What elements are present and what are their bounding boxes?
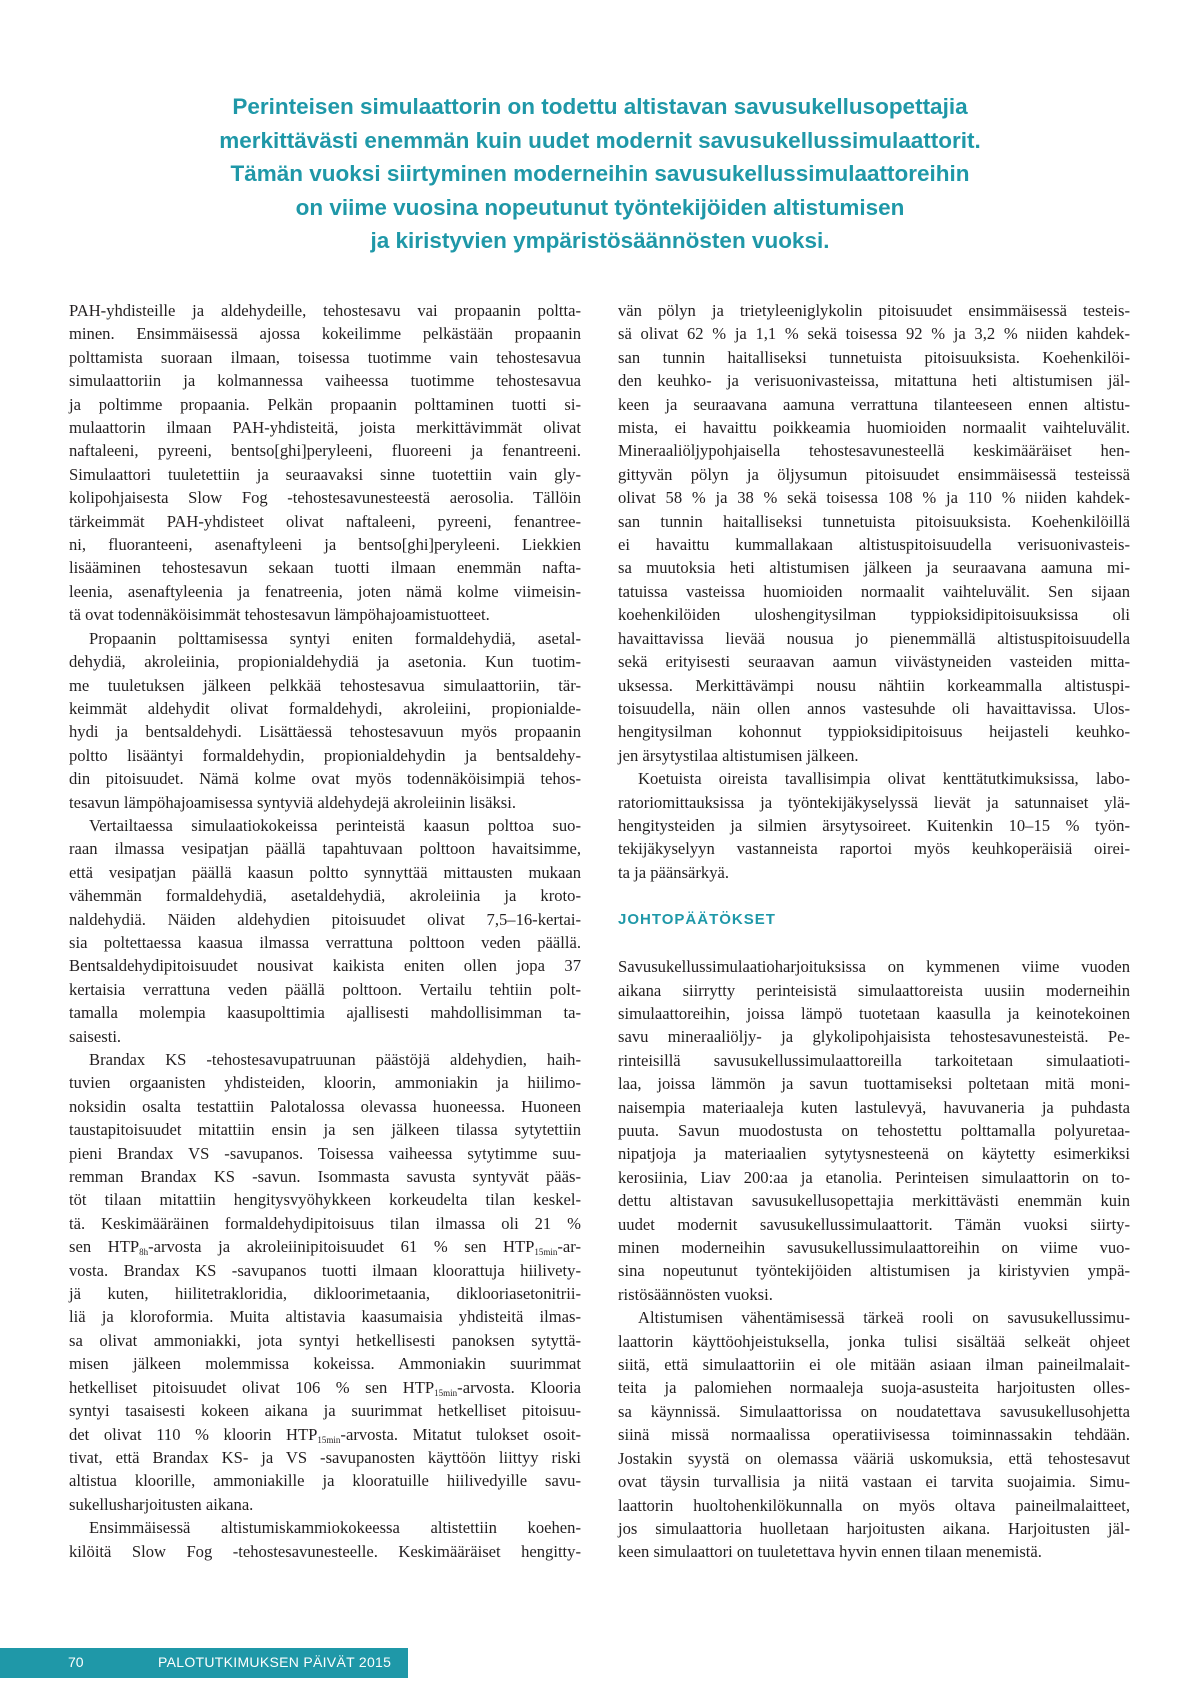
- text-line: Ensimmäisessä altistumiskammiokokeessa altistettiin koehen-: [89, 1518, 581, 1538]
- paragraph: [69, 627, 581, 814]
- text-line: den keuhko- ja verisuonivasteissa, mitattuna heti altistumisen jäl-: [618, 371, 1130, 391]
- text-line: liä ja kloroformia. Muita altistavia kaasumaisia yhdisteitä ilmas-: [69, 1307, 581, 1327]
- text-line: Koetuista oireista tavallisimpia olivat kenttätutkimuksissa, labo-: [638, 769, 1130, 789]
- text-line: laattorin huoltohenkilökunnalla on myös oltava paineilmalaitteet,: [618, 1495, 1130, 1515]
- text-line: vän pölyn ja trietyleeniglykolin pitoisuudet ensimmäisessä testeis-: [618, 301, 1130, 320]
- text-line: ni, fluoranteeni, asenaftyleeni ja bentso[ghi]peryleeni. Liekkien: [69, 535, 581, 555]
- text-line: sukellusharjoitusten aikana.: [69, 1494, 254, 1514]
- text-line: hydi ja bentsaldehydi. Lisättäessä tehostesavuun myös propaanin: [69, 722, 581, 742]
- text-line: altistua kloorille, ammoniakille ja klooratuille hiilivedyille savu-: [69, 1471, 581, 1491]
- text-line: sa käynnissä. Simulaattorissa on noudatettava savusukellusohjetta: [618, 1401, 1130, 1421]
- paragraph: [69, 299, 581, 627]
- text-line: Propaanin polttamisessa syntyi eniten formaldehydiä, asetal-: [89, 628, 581, 648]
- text-line: naftaleeni, pyreeni, bentso[ghi]peryleeni, fluoreeni ja fenantreeni.: [69, 441, 581, 461]
- pull-quote: [150, 90, 1050, 258]
- text-line: PAH-yhdisteille ja aldehydeille, tehostesavu vai propaanin poltta-: [69, 301, 581, 320]
- text-line: polttamista suoraan ilmaan, toisessa tuotimme vain tehostesavua: [69, 347, 581, 367]
- text-line: simulaattoriin ja kolmannessa vaiheessa tuotimme tehostesavua: [69, 371, 581, 391]
- pull-quote-line: on viime vuosina nopeutunut työntekijöiden altistumisen: [295, 194, 905, 220]
- pull-quote-line: Tämän vuoksi siirtyminen moderneihin savusukellussimulaattoreihin: [230, 161, 970, 186]
- text-line: kertaisia verrattuna veden päällä polttoon. Vertailu tehtiin polt-: [69, 979, 581, 999]
- text-line: jä kuten, hiilitetrakloridia, dikloorimetaania, diklooriasetonitrii-: [69, 1284, 581, 1304]
- left-column: [69, 299, 581, 1563]
- text-line: ristösäännösten vuoksi.: [618, 1284, 773, 1304]
- text-line: tekijäkyselyyn vastanneista raportoi myös keuhkoperäisiä oirei-: [618, 839, 1130, 859]
- text-line: lisääminen tehostesavun sekaan tuotti ilmaan enemmän nafta-: [69, 558, 581, 578]
- text-line: olivat 58 % ja 38 % sekä toisessa 108 % ja 110 % niiden kahdek-: [618, 488, 1130, 508]
- text-line: puuta. Savun muodostusta on tehostettu polttamalla polyuretaa-: [618, 1121, 1130, 1140]
- text-line: remman Brandax KS -savun. Isommasta savusta syntyvät pääs-: [69, 1167, 581, 1187]
- text-line: san tunnin haitalliseksi tunnetuista pitoisuuksista. Koehenkilöillä: [618, 511, 1130, 531]
- text-line: ratoriomittauksissa ja työntekijäkyselyssä lievät ja satunnaiset ylä-: [618, 792, 1130, 812]
- text-line: hengitysilman kohonnut typpioksidipitoisuus heijasteli keuhko-: [618, 722, 1130, 742]
- text-line: mulaattorin ilmaan PAH-yhdisteitä, joista merkittävimmät olivat: [69, 418, 581, 438]
- text-line: misen jälkeen molemmissa kokeissa. Ammoniakin suurimmat: [69, 1354, 581, 1374]
- text-line: syntyi tasaisesti kokeen aikana ja suurimmat hetkelliset pitoisuu-: [69, 1401, 581, 1421]
- text-line: minen. Ensimmäisessä ajossa kokeilimme pelkästään propaanin: [69, 324, 581, 344]
- text-line: uksessa. Merkittävämpi nousu nähtiin korkeammalla altistuspi-: [618, 675, 1130, 695]
- paragraph-lines: [69, 1048, 581, 1235]
- text-line: vähemmän formaldehydiä, asetaldehydiä, akroleiinia ja kroto-: [69, 886, 581, 906]
- paragraph: [69, 1048, 581, 1516]
- text-line: kolipohjaisesta Slow Fog -tehostesavunesteestä aerosolia. Tällöin: [69, 488, 581, 508]
- text-line: keimmät aldehydit olivat formaldehydi, akroleiini, propionialde-: [69, 698, 581, 718]
- page-footer: [0, 1648, 408, 1678]
- text-line: dehydiä, akroleiinia, propionialdehydiä ja asetonia. Kun tuotim-: [69, 652, 581, 672]
- text-line: jos simulaattoria huolletaan harjoitusten aikana. Harjoitusten jäl-: [618, 1518, 1130, 1538]
- text-line: tivat, että Brandax KS- ja VS -savupanosten käyttöön liittyy riski: [69, 1447, 581, 1467]
- text-line: että vesipatjan päällä kaasun poltto synnyttää mittausten mukaan: [69, 862, 581, 882]
- text-line: jen ärsytystilaa altistumisen jälkeen.: [618, 745, 859, 765]
- text-line: vosta. Brandax KS -savupanos tuotti ilmaan kloorattuja hiilivety-: [69, 1260, 581, 1280]
- text-line: san tunnin haitalliseksi tunnetuista pitoisuuksista. Koehenkilöi-: [618, 347, 1130, 367]
- text-line: raan ilmassa vesipatjan päällä tapahtuvaan polttoon havaitsimme,: [69, 839, 581, 859]
- text-line: siinä missä normaalissa operatiivisessa toiminnassakin tehdään.: [618, 1425, 1130, 1445]
- text-line: mista, ei havaittu poikkeamia huomioiden normaalit vaihteluvälit.: [618, 418, 1130, 438]
- text-line: tamalla molempia kaasupolttimia ajallisesti mahdollisimman ta-: [69, 1003, 581, 1023]
- text-line: laa, joissa lämmön ja savun tuottamiseksi poltetaan mitä moni-: [618, 1074, 1130, 1094]
- text-line-htp: sen $HTP_{8h}$-arvosta ja akroleiinipitoisuudet 61 % sen $HTP_{15min}-ar-$: [69, 1237, 581, 1258]
- text-line: sina nopeutunut työntekijöiden altistumisen ja kiristyvien ympä-: [618, 1261, 1130, 1281]
- text-line: havaittavissa lievää nousua jo pienemmällä altistuspitoisuudella: [618, 628, 1130, 648]
- paragraph: [618, 767, 1130, 884]
- text-line: sä olivat 62 % ja 1,1 % sekä toisessa 92 % ja 3,2 % niiden kahdek-: [618, 324, 1130, 344]
- text-line: gittyvän pölyn ja öljysumun pitoisuudet ensimmäisessä testeissä: [618, 464, 1130, 484]
- right-column: [618, 299, 1130, 1564]
- text-line: Altistumisen vähentämisessä tärkeä rooli on savusukellussimu-: [638, 1308, 1130, 1328]
- text-line: siitä, että simulaattoriin ei ole mitään asiaan ilman paineilmalait-: [618, 1355, 1130, 1375]
- publication-title: PALOTUTKIMUKSEN PÄIVÄT 2015: [158, 1654, 392, 1670]
- text-line: pieni Brandax VS -savupanos. Toisessa vaiheessa sytytimme suu-: [69, 1143, 581, 1163]
- text-line: ta ja päänsärkyä.: [618, 862, 730, 882]
- text-line: töt tilaan mitattiin hengitysvyöhykkeen korkeudelta tilan keskel-: [69, 1190, 581, 1210]
- text-line: tatuissa vasteissa huomioiden normaalit vaihteluvälit. Sen sijaan: [618, 581, 1130, 601]
- text-line: simulaattoreihin, joissa lämpö tuotetaan kaasulla ja keinotekoinen: [618, 1003, 1130, 1023]
- text-line: uudet modernit savusukellussimulaattorit. Tämän vuoksi siirty-: [618, 1214, 1130, 1234]
- text-line: tuvien orgaanisten yhdisteiden, kloorin, ammoniakin ja hiilimo-: [69, 1073, 581, 1093]
- paragraph-lines: [69, 1446, 581, 1516]
- text-line: leenia, asenaftyleenia ja fenatreenia, joten nämä kolme viimeisin-: [69, 581, 581, 601]
- text-line: keen ja seuraavana aamuna verrattuna tilanteeseen ennen altistu-: [618, 394, 1130, 414]
- text-line: Mineraaliöljypohjaisella tehostesavunesteellä keskimääräiset hen-: [618, 441, 1130, 461]
- text-line: Vertailtaessa simulaatiokokeissa perinteistä kaasun polttoa suo-: [89, 815, 581, 835]
- paragraph: [69, 814, 581, 1048]
- text-line: taustapitoisuudet mitattiin ensin ja sen jälkeen tilassa sytytettiin: [69, 1120, 581, 1140]
- text-line: kilöitä Slow Fog -tehostesavunesteelle. Keskimääräiset hengitty-: [69, 1541, 581, 1561]
- paragraph: [69, 1516, 581, 1563]
- text-line: Savusukellussimulaatioharjoituksissa on kymmenen viime vuoden: [618, 957, 1130, 977]
- text-line: naisempia materiaaleja kuten lastulevyä, havuvaneria ja puhdasta: [618, 1097, 1130, 1117]
- text-line: koehenkilöiden uloshengitysilman typpioksidipitoisuuksissa oli: [618, 605, 1130, 625]
- text-line: teita ja palomiehen normaaleja suoja-asusteita harjoitusten olles-: [618, 1378, 1130, 1398]
- text-line: dettu altistavan savusukellusopettajia merkittävästi enemmän kuin: [618, 1191, 1130, 1211]
- text-line: hengitysteiden ja silmien ärsytysoireet. Kuitenkin 10–15 % työn-: [618, 815, 1130, 835]
- paragraph: [618, 955, 1130, 1306]
- text-line: toisuudella, näin ollen annos vastesuhde oli havaittavissa. Ulos-: [618, 698, 1130, 718]
- text-line: laattorin käyttöohjeistuksella, jonka tulisi sisältää selkeät ohjeet: [618, 1331, 1130, 1351]
- text-line: ei havaittu kummallakaan altistuspitoisuudella verisuonivasteis-: [618, 535, 1130, 555]
- pull-quote-line: Perinteisen simulaattorin on todettu altistavan savusukellusopettajia: [232, 94, 968, 119]
- text-line: sekä erityisesti seuraavan aamun viivästyneiden vasteiden mitta-: [618, 652, 1130, 672]
- paragraph-lines: [69, 1259, 581, 1376]
- text-line: tä ovat todennäköisimmät tehostesavun lämpöhajoamistuotteet.: [69, 605, 490, 625]
- text-line: noksidin osalta testattiin Palotalossa olevassa huoneessa. Huoneen: [69, 1096, 581, 1116]
- text-line: keen simulaattori on tuuletettava hyvin ennen tilaan menemistä.: [618, 1542, 1042, 1562]
- text-line: naldehydiä. Näiden aldehydien pitoisuudet olivat 7,5–16-kertai-: [69, 909, 581, 929]
- text-line: tesavun lämpöhajoamisessa syntyviä aldehydejä akroleiinin lisäksi.: [69, 792, 517, 812]
- text-line: saisesti.: [69, 1026, 122, 1046]
- text-line: ja poltimme propaania. Pelkän propaanin polttaminen tuotti si-: [69, 394, 581, 414]
- text-line: kerosiinia, Liav 200:aa ja etanolia. Perinteisen simulaattorin on to-: [618, 1167, 1130, 1187]
- text-line: Jostakin syystä on olemassa vääriä uskomuksia, että tehostesavut: [618, 1448, 1130, 1468]
- text-line: nipatjoja ja materiaalien sytytysnesteenä on käytetty esimerkiksi: [618, 1144, 1130, 1164]
- text-line: sa muutoksia heti altistumisen jälkeen ja seuraavana aamuna mi-: [618, 558, 1130, 578]
- text-line: minen moderneihin savusukellussimulaattoreihin on viime vuo-: [618, 1238, 1130, 1258]
- text-line: din pitoisuudet. Nämä kolme ovat myös todennäköisimpiä tehos-: [69, 769, 581, 789]
- paragraph: [618, 299, 1130, 767]
- text-line: tä. Keskimääräinen formaldehydipitoisuus tilan ilmassa oli 21 %: [69, 1213, 581, 1233]
- text-line: poltto lisääntyi formaldehydin, propionialdehydin ja bentsaldehy-: [69, 745, 581, 765]
- page-number: 70: [68, 1654, 84, 1670]
- text-line: Simulaattori tuuletettiin ja seuraavaksi sinne tuotettiin vain gly-: [69, 464, 581, 484]
- paragraph: [618, 1306, 1130, 1563]
- text-line: Brandax KS -tehostesavupatruunan päästöjä aldehydien, haih-: [89, 1050, 581, 1069]
- text-line: Bentsaldehydipitoisuudet nousivat kaikista eniten ollen jopa 37: [69, 956, 581, 976]
- pull-quote-line: merkittävästi enemmän kuin uudet modernit savusukellussimulaattorit.: [219, 127, 981, 153]
- text-line: aikana siirrytty perinteisistä simulaattoreista uusiin moderneihin: [618, 980, 1130, 1000]
- text-line: me tuuletuksen jälkeen pelkkää tehostesavua simulaattoriin, tär-: [69, 675, 581, 695]
- text-line: ovat täysin turvallisia ja niitä vastaan ei tarvita suojaimia. Simu-: [618, 1472, 1130, 1492]
- pull-quote-line: ja kiristyvien ympäristösäännösten vuoksi.: [370, 228, 830, 253]
- text-line: sia poltettaessa kaasua ilmassa verrattuna polttoon veden päällä.: [69, 932, 581, 952]
- text-line: tärkeimmät PAH-yhdisteet olivat naftaleeni, pyreeni, fenantree-: [69, 511, 581, 531]
- section-heading: JOHTOPÄÄTÖKSET: [618, 911, 776, 929]
- text-line-htp: det olivat 110 % kloorin $HTP_{15min}$-arvosta. Mitatut tulokset osoit-: [69, 1424, 581, 1445]
- text-line: savu mineraaliöljy- ja glykolipohjaisista tehostesavunesteistä. Pe-: [618, 1027, 1130, 1047]
- text-line-htp: hetkelliset pitoisuudet olivat 106 % sen $HTP_{15min}$-arvosta. Klooria: [69, 1377, 581, 1398]
- text-line: rinteisillä savusukellussimulaattoreilla tarkoitetaan simulaatioti-: [618, 1050, 1130, 1070]
- text-line: sa olivat ammoniakki, jota syntyi hetkellisesti panoksen sytyttä-: [69, 1330, 581, 1350]
